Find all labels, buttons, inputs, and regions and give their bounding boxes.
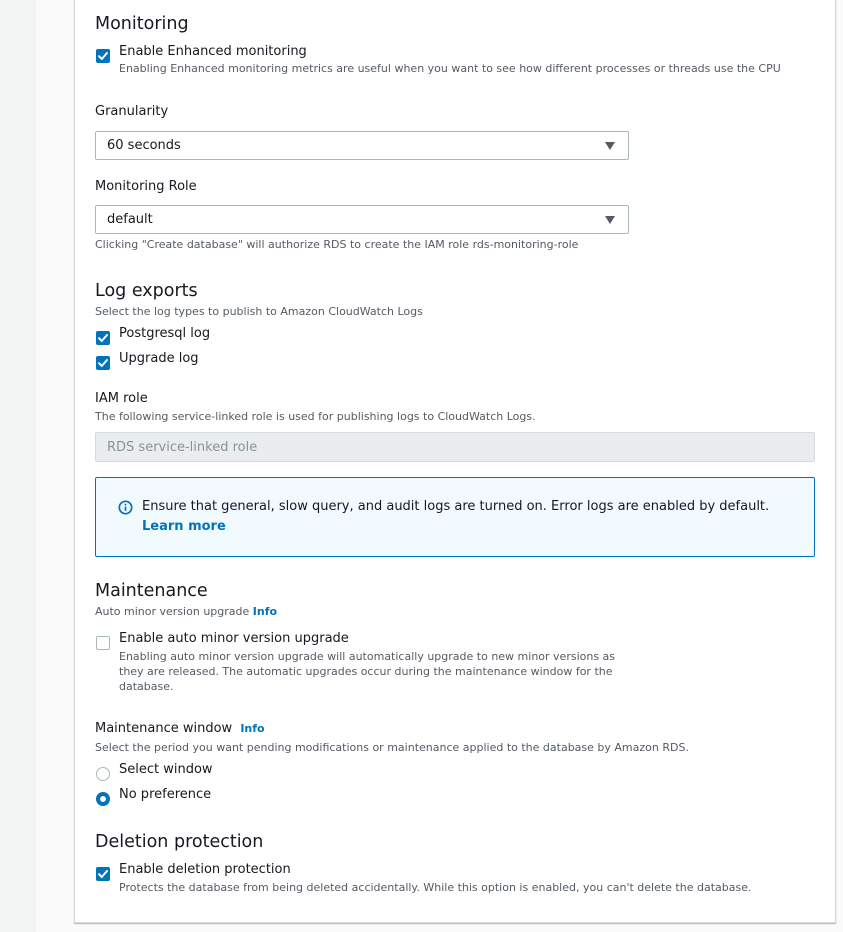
deletion-protection-desc: Protects the database from being deleted accidentally. While this option is enabled, you can't delete the database. (119, 881, 752, 894)
log-exports-desc: Select the log types to publish to Amazon CloudWatch Logs (95, 305, 423, 318)
granularity-select[interactable] (95, 131, 629, 160)
monitoring-title: Monitoring (95, 14, 189, 34)
select-window-label[interactable]: Select window (119, 762, 213, 777)
monitoring-role-select[interactable] (95, 205, 629, 234)
alert-message (142, 497, 802, 537)
deletion-protection-checkbox[interactable] (96, 867, 110, 881)
monitoring-role-value: default (107, 212, 153, 227)
select-window-radio[interactable] (96, 767, 110, 781)
auto-minor-upgrade-label: Auto minor version upgrade Info (95, 605, 278, 618)
deletion-protection-label[interactable]: Enable deletion protection (119, 862, 291, 877)
maintenance-window-info-link[interactable]: Info (240, 722, 265, 735)
no-preference-radio[interactable] (96, 792, 110, 806)
maintenance-window-label: Maintenance window Info (95, 721, 265, 736)
iam-role-label: IAM role (95, 391, 148, 406)
caret-down-icon (605, 216, 615, 224)
no-preference-label[interactable]: No preference (119, 787, 212, 802)
maintenance-title: Maintenance (95, 581, 208, 601)
alert-text: Ensure that general, slow query, and audit logs are turned on. Error logs are enabled by default. (142, 499, 770, 514)
auto-minor-upgrade-desc: Enabling auto minor version upgrade will automatically upgrade to new minor versions as they are released. The automatic upgrades occur during the maintenance window for the database. (119, 650, 616, 693)
enhanced-monitoring-label[interactable]: Enable Enhanced monitoring (119, 44, 307, 59)
enhanced-monitoring-desc: Enabling Enhanced monitoring metrics are useful when you want to see how different processes or threads use the CPU (119, 62, 781, 75)
settings-card (74, 0, 836, 923)
left-gutter (0, 0, 37, 932)
check-icon (96, 331, 110, 345)
auto-minor-upgrade-option-label[interactable]: Enable auto minor version upgrade (119, 631, 349, 646)
monitoring-role-label: Monitoring Role (95, 179, 197, 194)
postgresql-log-checkbox[interactable] (96, 331, 110, 345)
enhanced-monitoring-checkbox[interactable] (96, 49, 110, 63)
monitoring-role-hint: Clicking "Create database" will authorize RDS to create the IAM role rds-monitoring-role (95, 238, 579, 251)
info-icon (118, 500, 133, 515)
log-exports-title: Log exports (95, 281, 198, 301)
check-icon (96, 49, 110, 63)
maintenance-window-desc: Select the period you want pending modifications or maintenance applied to the database by Amazon RDS. (95, 741, 689, 754)
auto-upgrade-info-link[interactable]: Info (252, 605, 278, 618)
deletion-protection-title: Deletion protection (95, 832, 264, 852)
info-alert (95, 477, 815, 557)
upgrade-log-checkbox[interactable] (96, 356, 110, 370)
granularity-label: Granularity (95, 104, 169, 119)
iam-role-desc: The following service-linked role is used for publishing logs to CloudWatch Logs. (95, 410, 536, 423)
check-icon (96, 356, 110, 370)
check-icon (96, 867, 110, 881)
postgresql-log-label[interactable]: Postgresql log (119, 326, 211, 341)
iam-role-input (95, 432, 815, 462)
upgrade-log-label[interactable]: Upgrade log (119, 351, 199, 366)
granularity-value: 60 seconds (107, 138, 181, 153)
learn-more-link[interactable]: Learn more (142, 519, 226, 534)
caret-down-icon (605, 142, 615, 150)
auto-minor-upgrade-checkbox[interactable] (96, 636, 110, 650)
iam-role-value: RDS service-linked role (107, 440, 258, 455)
